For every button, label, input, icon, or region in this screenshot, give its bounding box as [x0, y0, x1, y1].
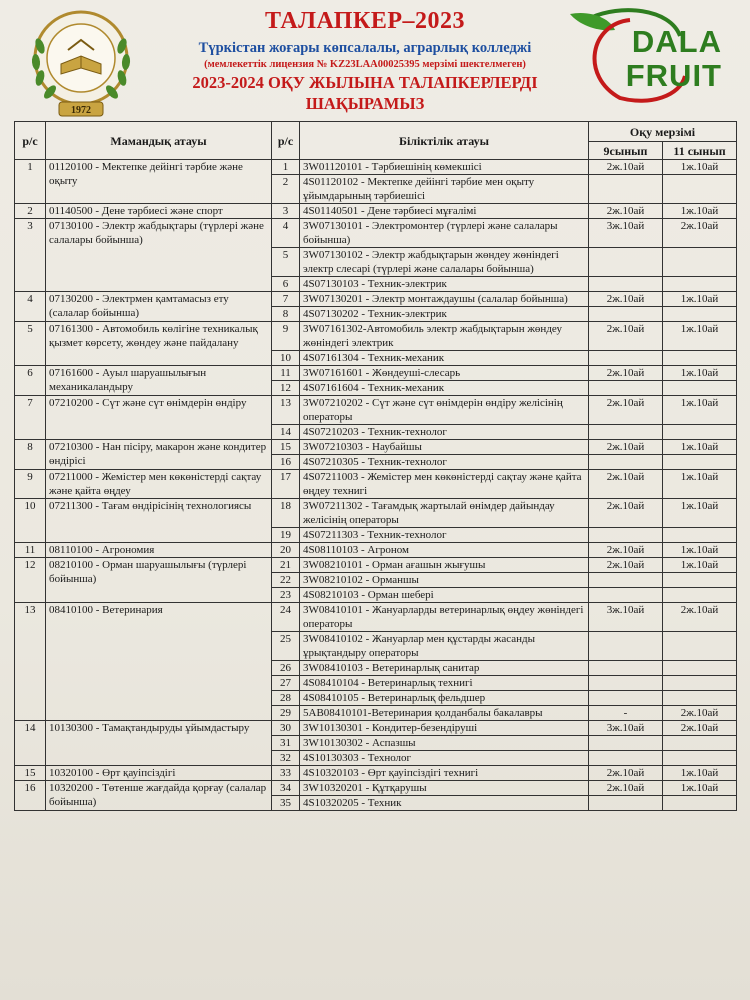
duration-grade-9	[589, 736, 663, 751]
duration-grade-9: 2ж.10ай	[589, 322, 663, 351]
table-row	[15, 366, 737, 381]
license-note: (мемлекеттік лицензия № KZ23LAA00025395 мерзімі шектелмеген)	[204, 59, 526, 70]
duration-grade-9: 2ж.10ай	[589, 499, 663, 528]
qualification-number: 15	[272, 440, 300, 455]
specialty-name: 08110100 - Агрономия	[46, 543, 272, 558]
duration-grade-11	[663, 381, 737, 396]
duration-grade-11: 1ж.10ай	[663, 366, 737, 381]
duration-grade-11	[663, 796, 737, 811]
duration-grade-11: 1ж.10ай	[663, 204, 737, 219]
table-row	[15, 204, 737, 219]
duration-grade-9	[589, 351, 663, 366]
duration-grade-9	[589, 691, 663, 706]
duration-grade-11	[663, 691, 737, 706]
invite-heading	[140, 73, 590, 114]
qualification-number: 30	[272, 721, 300, 736]
qualification-name: 4S07210305 - Техник-технолог	[300, 455, 589, 470]
duration-grade-9: 2ж.10ай	[589, 558, 663, 573]
duration-grade-11: 1ж.10ай	[663, 781, 737, 796]
specialty-number: 11	[15, 543, 46, 558]
duration-grade-11: 2ж.10ай	[663, 721, 737, 736]
duration-grade-11	[663, 736, 737, 751]
qualification-name: 3W08410102 - Жануарлар мен құстарды жасанды ұрықтандыру операторы	[300, 632, 589, 661]
duration-grade-9: 2ж.10ай	[589, 396, 663, 425]
duration-grade-11: 1ж.10ай	[663, 558, 737, 573]
qualification-number: 18	[272, 499, 300, 528]
duration-grade-11	[663, 676, 737, 691]
qualification-number: 28	[272, 691, 300, 706]
specialty-name: 07130100 - Электр жабдықтары (түрлері және салалары бойынша)	[46, 219, 272, 292]
duration-grade-9	[589, 528, 663, 543]
qualification-name: 3W07130101 - Электромонтер (түрлері және салалары бойынша)	[300, 219, 589, 248]
qualification-number: 8	[272, 307, 300, 322]
qualification-number: 1	[272, 160, 300, 175]
dala-fruit-logo	[560, 6, 740, 106]
specialty-name: 10320200 - Төтенше жағдайда қорғау (салалар бойынша)	[46, 781, 272, 811]
duration-grade-9: 2ж.10ай	[589, 766, 663, 781]
qualification-name: 3W07161302-Автомобиль электр жабдықтарын жөндеу жөніндегі электрик	[300, 322, 589, 351]
qualification-number: 13	[272, 396, 300, 425]
specialty-name: 01140500 - Дене тәрбиесі және спорт	[46, 204, 272, 219]
duration-grade-9: 2ж.10ай	[589, 204, 663, 219]
duration-grade-9	[589, 248, 663, 277]
header-specialty: Мамандық атауы	[46, 122, 272, 160]
qualification-number: 19	[272, 528, 300, 543]
specialty-name: 07161300 - Автомобиль көлігіне техникалық қызмет көрсету, жөндеу және пайдалану	[46, 322, 272, 366]
duration-grade-11: 1ж.10ай	[663, 499, 737, 528]
duration-grade-9: 2ж.10ай	[589, 543, 663, 558]
qualification-number: 24	[272, 603, 300, 632]
specialty-number: 7	[15, 396, 46, 440]
qualification-number: 3	[272, 204, 300, 219]
duration-grade-9	[589, 796, 663, 811]
qualification-name: 3W10130302 - Аспазшы	[300, 736, 589, 751]
duration-grade-9	[589, 307, 663, 322]
specialty-number: 2	[15, 204, 46, 219]
qualification-number: 23	[272, 588, 300, 603]
qualification-name: 3W10130301 - Кондитер-безендіруші	[300, 721, 589, 736]
duration-grade-11	[663, 455, 737, 470]
table-row	[15, 292, 737, 307]
qualification-number: 33	[272, 766, 300, 781]
qualification-number: 17	[272, 470, 300, 499]
duration-grade-11	[663, 248, 737, 277]
specialty-name: 07211000 - Жемістер мен көкөністерді сақтау және қайта өңдеу	[46, 470, 272, 499]
duration-grade-11: 1ж.10ай	[663, 766, 737, 781]
duration-grade-9	[589, 277, 663, 292]
specialty-name: 01120100 - Мектепке дейінгі тәрбие және оқыту	[46, 160, 272, 204]
duration-grade-11	[663, 351, 737, 366]
header-qualification: Біліктілік атауы	[300, 122, 589, 160]
qualification-number: 2	[272, 175, 300, 204]
qualification-number: 32	[272, 751, 300, 766]
qualification-name: 3W07130102 - Электр жабдықтарын жөндеу жөніндегі электр слесарі (түрлері және салалары бойынша)	[300, 248, 589, 277]
specialty-number: 15	[15, 766, 46, 781]
specialty-number: 1	[15, 160, 46, 204]
duration-grade-9	[589, 455, 663, 470]
duration-grade-11	[663, 661, 737, 676]
table-row	[15, 558, 737, 573]
duration-grade-9: 2ж.10ай	[589, 366, 663, 381]
table-row	[15, 766, 737, 781]
qualification-name: 4S08210103 - Орман шебері	[300, 588, 589, 603]
college-emblem-logo	[26, 6, 136, 122]
qualification-name: 4S07211303 - Техник-технолог	[300, 528, 589, 543]
table-row	[15, 396, 737, 425]
qualification-number: 11	[272, 366, 300, 381]
specialty-number: 8	[15, 440, 46, 470]
qualification-number: 14	[272, 425, 300, 440]
duration-grade-9: 3ж.10ай	[589, 219, 663, 248]
duration-grade-9: 2ж.10ай	[589, 440, 663, 455]
qualification-name: 3W08410101 - Жануарларды ветеринарлық өңдеу жөніндегі операторы	[300, 603, 589, 632]
qualification-name: 4S08410105 - Ветеринарлық фельдшер	[300, 691, 589, 706]
specialty-name: 08410100 - Ветеринария	[46, 603, 272, 721]
duration-grade-11: 2ж.10ай	[663, 603, 737, 632]
duration-grade-11	[663, 528, 737, 543]
duration-grade-11: 1ж.10ай	[663, 322, 737, 351]
qualification-name: 3W08410103 - Ветеринарлық санитар	[300, 661, 589, 676]
table-row	[15, 322, 737, 351]
qualification-number: 34	[272, 781, 300, 796]
qualification-name: 5AB08410101-Ветеринария қолданбалы бакалавры	[300, 706, 589, 721]
qualification-name: 4S10130303 - Технолог	[300, 751, 589, 766]
qualification-number: 31	[272, 736, 300, 751]
qualification-name: 3W07161601 - Жөндеуші-слесарь	[300, 366, 589, 381]
duration-grade-9: 2ж.10ай	[589, 781, 663, 796]
qualification-name: 3W10320201 - Құтқарушы	[300, 781, 589, 796]
qualification-number: 20	[272, 543, 300, 558]
qualification-number: 16	[272, 455, 300, 470]
duration-grade-11	[663, 751, 737, 766]
duration-grade-9	[589, 751, 663, 766]
qualification-name: 4S01120102 - Мектепке дейінгі тәрбие мен оқыту ұйымдарының тәрбиешісі	[300, 175, 589, 204]
qualification-name: 3W08210102 - Орманшы	[300, 573, 589, 588]
qualification-name: 4S07161304 - Техник-механик	[300, 351, 589, 366]
header-duration: Оқу мерзімі	[589, 122, 737, 142]
specialty-number: 10	[15, 499, 46, 543]
duration-grade-9	[589, 175, 663, 204]
specialty-name: 07210300 - Нан пісіру, макарон және кондитер өндірісі	[46, 440, 272, 470]
qualification-number: 26	[272, 661, 300, 676]
duration-grade-11: 2ж.10ай	[663, 219, 737, 248]
specialty-number: 12	[15, 558, 46, 603]
qualification-number: 10	[272, 351, 300, 366]
table-row	[15, 781, 737, 796]
duration-grade-9	[589, 676, 663, 691]
qualification-number: 27	[272, 676, 300, 691]
invite-line-2: ШАҚЫРАМЫЗ	[305, 93, 425, 113]
table-row	[15, 440, 737, 455]
specialty-name: 07211300 - Тағам өндірісінің технологиясы	[46, 499, 272, 543]
specialty-number: 5	[15, 322, 46, 366]
duration-grade-11: 1ж.10ай	[663, 470, 737, 499]
specialty-name: 08210100 - Орман шаруашылығы (түрлері бойынша)	[46, 558, 272, 603]
duration-grade-11	[663, 307, 737, 322]
qualification-number: 12	[272, 381, 300, 396]
table-row	[15, 219, 737, 248]
duration-grade-9: 3ж.10ай	[589, 721, 663, 736]
brand-word-1: DALA	[631, 24, 722, 59]
qualification-name: 4S07211003 - Жемістер мен көкөністерді сақтау және қайта өңдеу технигі	[300, 470, 589, 499]
duration-grade-11: 1ж.10ай	[663, 396, 737, 425]
table-row	[15, 499, 737, 528]
qualification-number: 5	[272, 248, 300, 277]
duration-grade-11	[663, 573, 737, 588]
qualification-name: 4S08110103 - Агроном	[300, 543, 589, 558]
qualification-number: 4	[272, 219, 300, 248]
duration-grade-11	[663, 425, 737, 440]
brand-word-2: FRUIT	[625, 58, 722, 93]
qualification-name: 4S07130103 - Техник-электрик	[300, 277, 589, 292]
duration-grade-9	[589, 661, 663, 676]
specialty-name: 07130200 - Электрмен қамтамасыз ету (салалар бойынша)	[46, 292, 272, 322]
qualification-name: 4S07130202 - Техник-электрик	[300, 307, 589, 322]
qualification-name: 3W07210303 - Наубайшы	[300, 440, 589, 455]
duration-grade-11	[663, 588, 737, 603]
qualification-name: 3W07130201 - Электр монтаждаушы (салалар бойынша)	[300, 292, 589, 307]
qualification-number: 25	[272, 632, 300, 661]
qualification-name: 4S10320103 - Өрт қауіпсіздігі технигі	[300, 766, 589, 781]
duration-grade-11	[663, 175, 737, 204]
duration-grade-11: 1ж.10ай	[663, 440, 737, 455]
table-row	[15, 603, 737, 632]
specialty-number: 16	[15, 781, 46, 811]
specialty-number: 4	[15, 292, 46, 322]
qualification-name: 3W07211302 - Тағамдық жартылай өнімдер дайындау желісінің операторы	[300, 499, 589, 528]
duration-grade-9	[589, 381, 663, 396]
table-row	[15, 470, 737, 499]
specialty-number: 13	[15, 603, 46, 721]
specialty-name: 10130300 - Тамақтандыруды ұйымдастыру	[46, 721, 272, 766]
qualification-number: 6	[272, 277, 300, 292]
specialty-name: 07210200 - Сүт және сүт өнімдерін өндіру	[46, 396, 272, 440]
header-grade-11: 11 сынып	[663, 142, 737, 160]
qualification-number: 7	[272, 292, 300, 307]
duration-grade-9	[589, 632, 663, 661]
qualification-name: 3W07210202 - Сүт және сүт өнімдерін өндіру желісінің операторы	[300, 396, 589, 425]
specialty-number: 14	[15, 721, 46, 766]
specialties-table	[14, 121, 737, 811]
duration-grade-9: 3ж.10ай	[589, 603, 663, 632]
specialty-number: 9	[15, 470, 46, 499]
qualification-name: 4S07210203 - Техник-технолог	[300, 425, 589, 440]
header-pc: р/с	[15, 122, 46, 160]
table-row	[15, 721, 737, 736]
duration-grade-11: 1ж.10ай	[663, 543, 737, 558]
header-grade-9: 9сынып	[589, 142, 663, 160]
duration-grade-11	[663, 277, 737, 292]
duration-grade-9: 2ж.10ай	[589, 292, 663, 307]
header-pc-2: р/с	[272, 122, 300, 160]
specialty-number: 6	[15, 366, 46, 396]
qualification-name: 4S08410104 - Ветеринарлық технигі	[300, 676, 589, 691]
duration-grade-11	[663, 632, 737, 661]
table-row	[15, 160, 737, 175]
qualification-number: 22	[272, 573, 300, 588]
duration-grade-9	[589, 425, 663, 440]
duration-grade-11: 2ж.10ай	[663, 706, 737, 721]
header	[140, 6, 590, 114]
duration-grade-9	[589, 588, 663, 603]
table-row	[15, 543, 737, 558]
specialty-number: 3	[15, 219, 46, 292]
qualification-name: 4S01140501 - Дене тәрбиесі мұғалімі	[300, 204, 589, 219]
duration-grade-11: 1ж.10ай	[663, 292, 737, 307]
duration-grade-9: -	[589, 706, 663, 721]
page-title: ТАЛАПКЕР–2023	[265, 8, 465, 34]
specialty-name: 07161600 - Ауыл шаруашылығын механикаландыру	[46, 366, 272, 396]
duration-grade-9: 2ж.10ай	[589, 160, 663, 175]
qualification-number: 29	[272, 706, 300, 721]
college-name: Түркістан жоғары көпсалалы, аграрлық колледжі	[198, 40, 532, 56]
qualification-name: 3W08210101 - Орман ағашын жығушы	[300, 558, 589, 573]
qualification-number: 9	[272, 322, 300, 351]
qualification-name: 4S10320205 - Техник	[300, 796, 589, 811]
qualification-number: 21	[272, 558, 300, 573]
invite-line-1: 2023-2024 ОҚУ ЖЫЛЫНА ТАЛАПКЕРЛЕРДІ	[192, 73, 538, 92]
duration-grade-9: 2ж.10ай	[589, 470, 663, 499]
duration-grade-11: 1ж.10ай	[663, 160, 737, 175]
qualification-name: 3W01120101 - Тәрбиешінің көмекшісі	[300, 160, 589, 175]
specialty-name: 10320100 - Өрт қауіпсіздігі	[46, 766, 272, 781]
duration-grade-9	[589, 573, 663, 588]
qualification-name: 4S07161604 - Техник-механик	[300, 381, 589, 396]
qualification-number: 35	[272, 796, 300, 811]
logo-year: 1972	[71, 105, 91, 116]
